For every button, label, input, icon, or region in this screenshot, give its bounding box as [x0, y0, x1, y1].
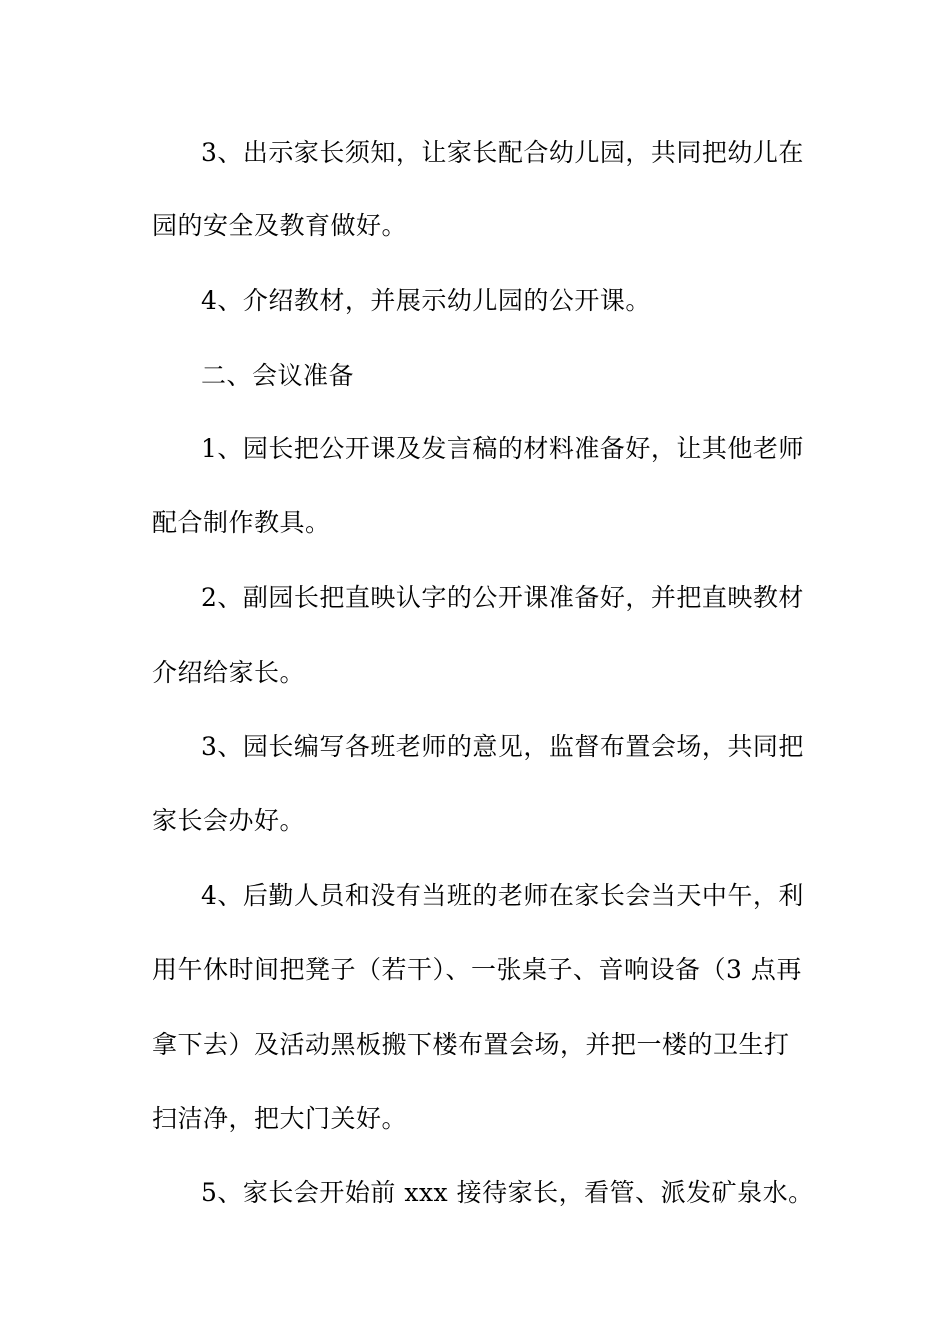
item-3-line-1: 3、园长编写各班老师的意见，监督布置会场，共同把	[201, 732, 804, 761]
item-1-line-2: 配合制作教具。	[152, 508, 331, 537]
item-4-line-3: 拿下去）及活动黑板搬下楼布置会场，并把一楼的卫生打	[152, 1030, 790, 1059]
section-heading: 二、会议准备	[201, 361, 355, 390]
paragraph-3-line-2: 园的安全及教育做好。	[152, 211, 408, 240]
item-4-line-1: 4、后勤人员和没有当班的老师在家长会当天中午，利	[201, 881, 804, 910]
item-2-line-2: 介绍给家长。	[152, 658, 306, 687]
item-3-line-2: 家长会办好。	[152, 806, 306, 835]
item-5-line-1: 5、家长会开始前 xxx 接待家长，看管、派发矿泉水。	[201, 1178, 814, 1207]
item-2-line-1: 2、副园长把直映认字的公开课准备好，并把直映教材	[201, 583, 804, 612]
item-4-line-4: 扫洁净，把大门关好。	[152, 1104, 408, 1133]
item-1-line-1: 1、园长把公开课及发言稿的材料准备好，让其他老师	[201, 434, 804, 463]
paragraph-3-line-1: 3、出示家长须知，让家长配合幼儿园，共同把幼儿在	[201, 138, 804, 167]
paragraph-4-line-1: 4、介绍教材，并展示幼儿园的公开课。	[201, 286, 651, 315]
item-4-line-2: 用午休时间把凳子（若干）、一张桌子、音响设备（3 点再	[152, 955, 802, 984]
